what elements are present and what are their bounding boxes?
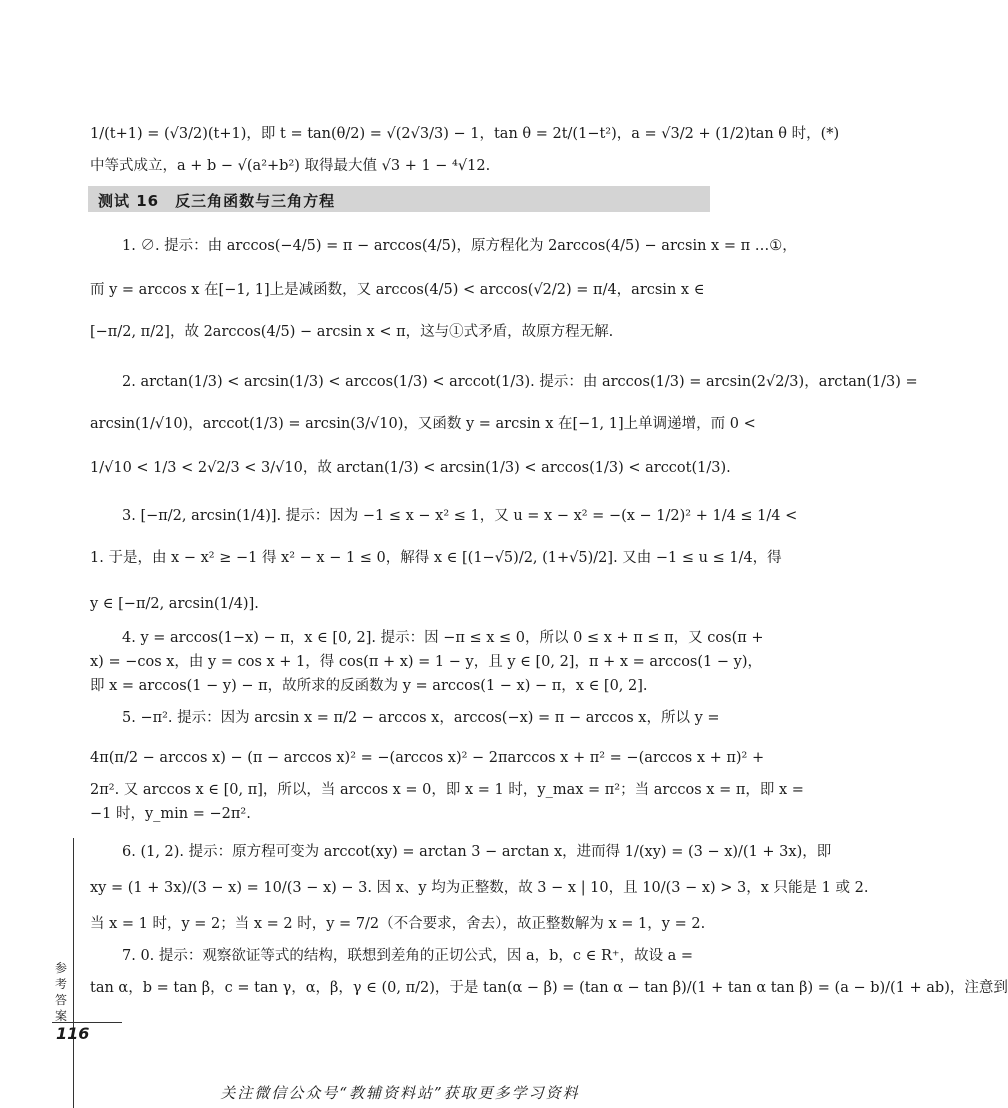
text-line: 7. 0. 提示：观察欲证等式的结构，联想到差角的正切公式，因 a，b，c ∈ R⁺，故设 a = xyxy=(122,948,694,964)
text-line: arcsin(1/√10)，arccot(1/3) = arcsin(3/√10)，又函数 y = arcsin x 在[−1, 1]上单调递增，而 0 < xyxy=(90,416,756,432)
text-line: 1. ∅. 提示：由 arccos(−4/5) = π − arccos(4/5)，原方程化为 2arccos(4/5) − arcsin x = π …①， xyxy=(122,238,797,254)
text-line: 而 y = arccos x 在[−1, 1]上是减函数，又 arccos(4/5) < arccos(√2/2) = π/4，arcsin x ∈ xyxy=(90,282,705,298)
text-line: 1/√10 < 1/3 < 2√2/3 < 3/√10，故 arctan(1/3) < arcsin(1/3) < arccos(1/3) < arccot(1/3). xyxy=(90,460,731,476)
text-line: 即 x = arccos(1 − y) − π，故所求的反函数为 y = arccos(1 − x) − π，x ∈ [0, 2]. xyxy=(90,678,648,694)
text-line: tan α，b = tan β，c = tan γ，α，β，γ ∈ (0, π/2)，于是 tan(α − β) = (tan α − tan β)/(1 + tan α tan β) = (a − b)/(1 + ab)，注意到 xyxy=(90,980,1008,996)
margin-rule xyxy=(73,838,74,1108)
section-title: 测试 16 反三角函数与三角方程 xyxy=(98,192,336,210)
text-line: 3. [−π/2, arcsin(1/4)]. 提示：因为 −1 ≤ x − x² ≤ 1，又 u = x − x² = −(x − 1/2)² + 1/4 ≤ 1/4 < xyxy=(122,508,798,524)
text-line: 4π(π/2 − arccos x) − (π − arccos x)² = −(arccos x)² − 2πarccos x + π² = −(arccos x + π)² + xyxy=(90,750,765,766)
text-line: 1. 于是，由 x − x² ≥ −1 得 x² − x − 1 ≤ 0，解得 x ∈ [(1−√5)/2, (1+√5)/2]. 又由 −1 ≤ u ≤ 1/4，得 xyxy=(90,550,782,566)
text-line: x) = −cos x，由 y = cos x + 1，得 cos(π + x) = 1 − y，且 y ∈ [0, 2]，π + x = arccos(1 − y)， xyxy=(90,654,762,670)
page-number: 116 xyxy=(56,1024,90,1043)
side-label: 参考答案 xyxy=(54,961,67,1023)
text-line: xy = (1 + 3x)/(3 − x) = 10/(3 − x) − 3. 因 x、y 均为正整数，故 3 − x | 10，且 10/(3 − x) > 3，x 只能是 1 或 2. xyxy=(90,880,869,896)
text-line: 6. (1, 2). 提示：原方程可变为 arccot(xy) = arctan 3 − arctan x，进而得 1/(xy) = (3 − x)/(1 + 3x)，即 xyxy=(122,844,832,860)
text-line: 5. −π². 提示：因为 arcsin x = π/2 − arccos x，arccos(−x) = π − arccos x，所以 y = xyxy=(122,710,720,726)
text-line: 4. y = arccos(1−x) − π，x ∈ [0, 2]. 提示：因 −π ≤ x ≤ 0，所以 0 ≤ x + π ≤ π，又 cos(π + xyxy=(122,630,764,646)
text-line: 当 x = 1 时，y = 2；当 x = 2 时，y = 7/2（不合要求，舍去），故正整数解为 x = 1，y = 2. xyxy=(90,916,706,932)
text-line: 2π². 又 arccos x ∈ [0, π]，所以，当 arccos x = 0，即 x = 1 时，y_max = π²；当 arccos x = π，即 x = xyxy=(90,782,804,798)
text-line: −1 时，y_min = −2π². xyxy=(90,806,251,822)
text-line: y ∈ [−π/2, arcsin(1/4)]. xyxy=(90,596,259,612)
text-line: 1/(t+1) = (√3/2)(t+1)，即 t = tan(θ/2) = √(2√3/3) − 1，tan θ = 2t/(1−t²)，a = √3/2 + (1/2)tan θ 时，(*) xyxy=(90,126,840,142)
text-line: [−π/2, π/2]，故 2arccos(4/5) − arcsin x < π，这与①式矛盾，故原方程无解. xyxy=(90,324,614,340)
footer-note: 关注微信公众号“教辅资料站”获取更多学习资料 xyxy=(220,1084,580,1102)
text-line: 2. arctan(1/3) < arcsin(1/3) < arccos(1/3) < arccot(1/3). 提示：由 arccos(1/3) = arcsin(2√2/3)，arctan(1/3) = xyxy=(122,374,918,390)
text-line: 中等式成立，a + b − √(a²+b²) 取得最大值 √3 + 1 − ⁴√12. xyxy=(90,158,491,174)
